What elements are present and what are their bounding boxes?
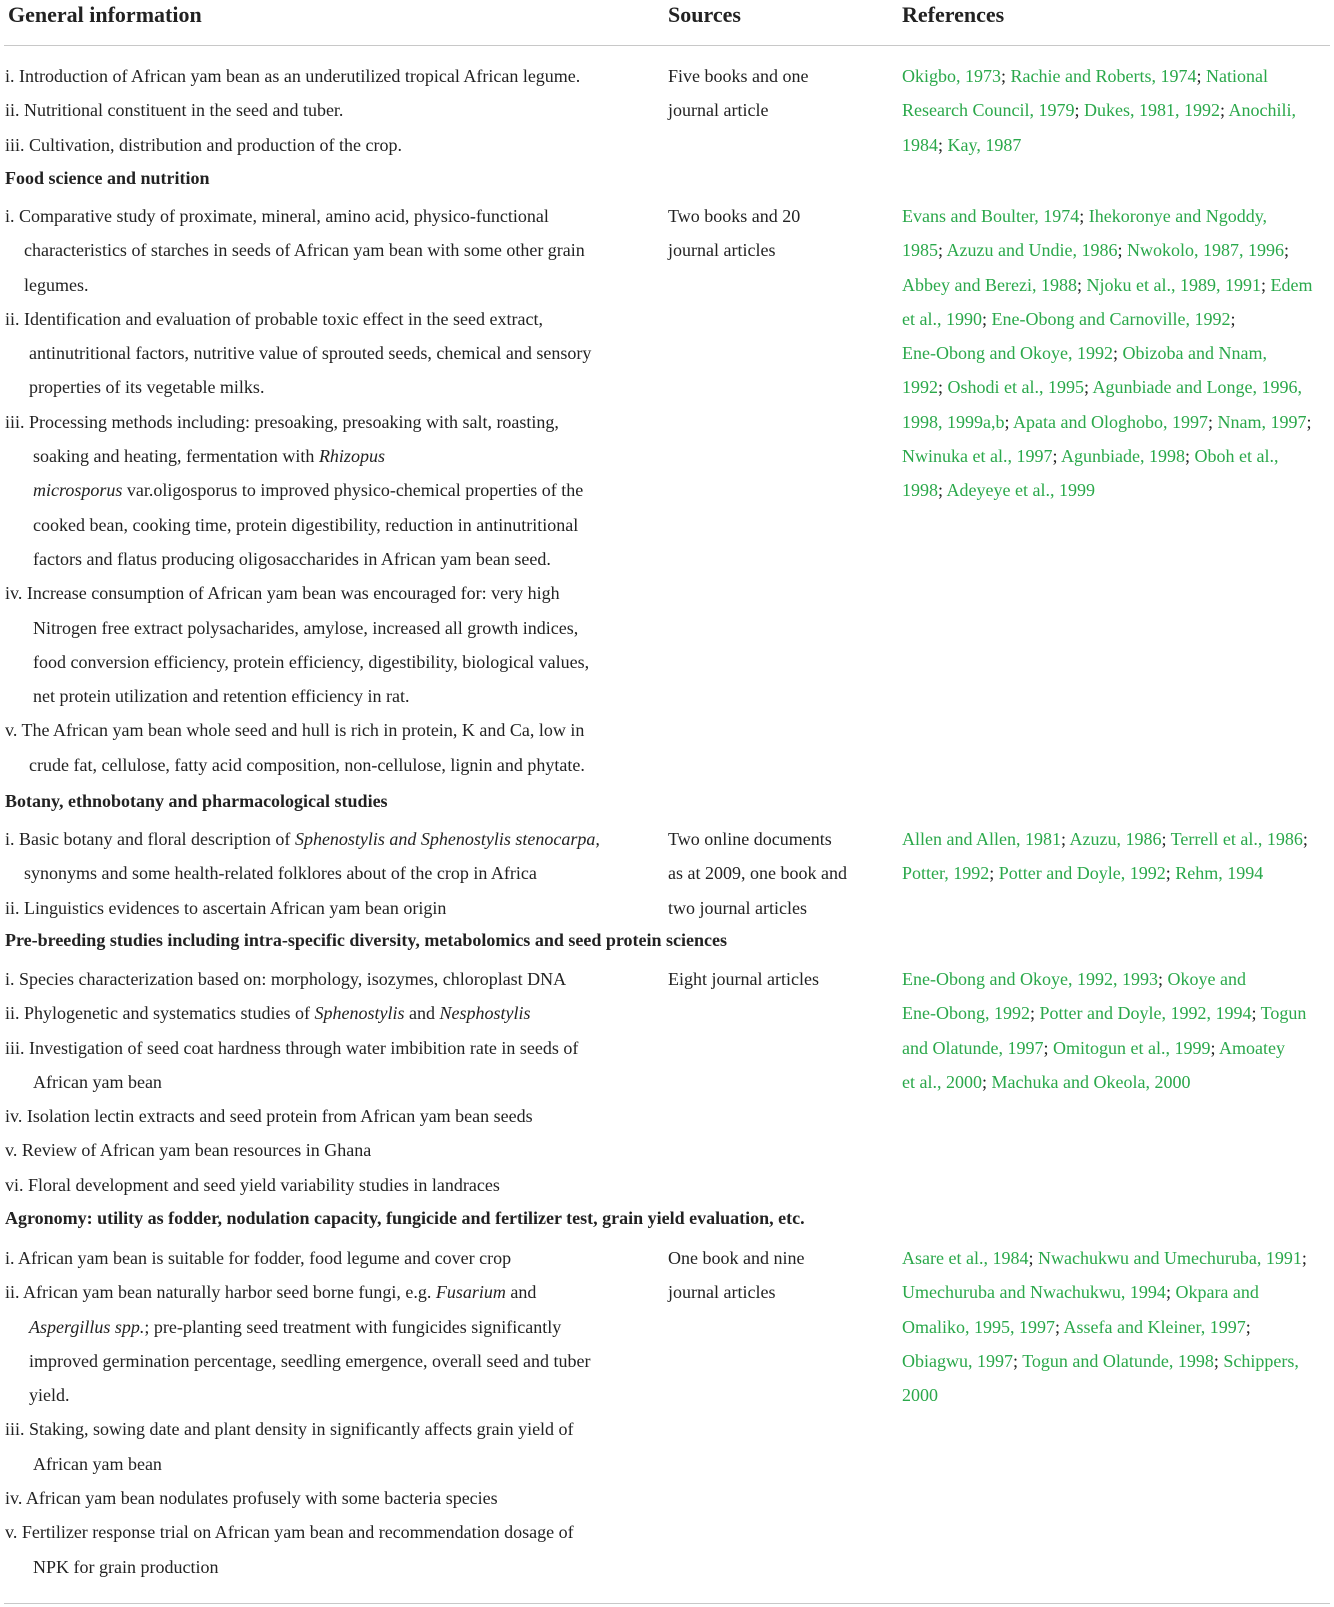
references-list: [902, 59, 1332, 162]
references-line[interactable]: 1998, 1999a,b; Apata and Ologhobo, 1997; Nnam, 1997;: [902, 411, 1312, 432]
sources-line: journal articles: [668, 1282, 776, 1303]
references-line[interactable]: Ene-Obong, 1992; Potter and Doyle, 1992, 1994; Togun: [902, 1003, 1307, 1024]
general-line: iv. African yam bean nodulates profusely with some bacteria species: [5, 1488, 498, 1509]
references-line[interactable]: Omaliko, 1995, 1997; Assefa and Kleiner, 1997;: [902, 1316, 1251, 1337]
general-line: cooked bean, cooking time, protein digestibility, reduction in antinutritional: [33, 514, 579, 535]
references-line[interactable]: et al., 1990; Ene-Obong and Carnoville, 1992;: [902, 308, 1236, 329]
references-line[interactable]: Okigbo, 1973; Rachie and Roberts, 1974; National: [902, 66, 1268, 86]
general-line: African yam bean: [33, 1071, 162, 1092]
general-line: legumes.: [24, 274, 89, 295]
sources-line: Two online documents: [668, 829, 832, 849]
section-title: Pre-breeding studies including intra-specific diversity, metabolomics and seed protein sciences: [5, 930, 727, 950]
general-line: microsporus var.oligosporus to improved physico-chemical properties of the: [33, 480, 584, 501]
references-line[interactable]: 1984; Kay, 1987: [902, 134, 1022, 155]
references-list: [902, 199, 1332, 508]
references-line[interactable]: Nwinuka et al., 1997; Agunbiade, 1998; Oboh et al.,: [902, 446, 1279, 467]
references-line[interactable]: 1998; Adeyeye et al., 1999: [902, 480, 1095, 501]
references-line[interactable]: 1985; Azuzu and Undie, 1986; Nwokolo, 1987, 1996;: [902, 240, 1290, 261]
general-line: soaking and heating, fermentation with Rhizopus: [33, 446, 385, 467]
references-line[interactable]: Ene-Obong and Okoye, 1992; Obizoba and Nnam,: [902, 343, 1267, 364]
sources-list: [668, 199, 893, 268]
general-line: improved germination percentage, seedling emergence, overall seed and tuber: [29, 1350, 591, 1371]
general-line: characteristics of starches in seeds of African yam bean with some other grain: [24, 240, 585, 261]
general-line: v. Fertilizer response trial on African yam bean and recommendation dosage of: [5, 1522, 574, 1543]
general-line: i. Species characterization based on: morphology, isozymes, chloroplast DNA: [5, 969, 567, 989]
general-list: [5, 822, 655, 925]
general-line: net protein utilization and retention efficiency in rat.: [33, 686, 410, 707]
sources-line: two journal articles: [668, 897, 807, 918]
general-line: yield.: [29, 1385, 70, 1406]
general-line: food conversion efficiency, protein efficiency, digestibility, biological values,: [33, 651, 590, 672]
general-line: v. Review of African yam bean resources in Ghana: [5, 1140, 372, 1161]
general-line: properties of its vegetable milks.: [29, 377, 265, 398]
general-line: vi. Floral development and seed yield variability studies in landraces: [5, 1174, 500, 1195]
sources-list: [668, 59, 893, 128]
general-line: i. Introduction of African yam bean as an underutilized tropical African legume.: [5, 66, 581, 86]
sources-list: [668, 822, 893, 925]
general-line: Nitrogen free extract polysacharides, amylose, increased all growth indices,: [33, 617, 579, 638]
references-line[interactable]: Asare et al., 1984; Nwachukwu and Umechuruba, 1991;: [902, 1248, 1307, 1268]
general-list: [5, 962, 655, 1202]
general-line: iv. Increase consumption of African yam bean was encouraged for: very high: [5, 583, 560, 604]
references-list: [902, 822, 1332, 891]
section-title: Food science and nutrition: [5, 168, 210, 188]
general-line: iii. Cultivation, distribution and production of the crop.: [5, 134, 402, 155]
references-line[interactable]: Evans and Boulter, 1974; Ihekoronye and Ngoddy,: [902, 206, 1268, 226]
general-list: [5, 1241, 655, 1584]
general-line: iii. Staking, sowing date and plant density in significantly affects grain yield of: [5, 1419, 574, 1440]
section-title: Agronomy: utility as fodder, nodulation capacity, fungicide and fertilizer test, grain yield evaluation, etc.: [5, 1208, 805, 1228]
sources-list: [668, 962, 893, 996]
sources-line: One book and nine: [668, 1248, 805, 1268]
references-line[interactable]: Umechuruba and Nwachukwu, 1994; Okpara and: [902, 1282, 1259, 1303]
section-title: Botany, ethnobotany and pharmacological studies: [5, 791, 388, 811]
general-line: NPK for grain production: [33, 1556, 219, 1577]
general-line: factors and flatus producing oligosaccharides in African yam bean seed.: [33, 548, 551, 569]
references-line[interactable]: 1992; Oshodi et al., 1995; Agunbiade and Longe, 1996,: [902, 377, 1302, 398]
sources-line: journal articles: [668, 240, 776, 261]
general-line: ii. Nutritional constituent in the seed and tuber.: [5, 100, 344, 121]
general-line: ii. Linguistics evidences to ascertain African yam bean origin: [5, 897, 447, 918]
general-line: ii. Identification and evaluation of probable toxic effect in the seed extract,: [5, 308, 543, 329]
general-line: Aspergillus spp.; pre-planting seed treatment with fungicides significantly: [29, 1316, 562, 1337]
references-line[interactable]: et al., 2000; Machuka and Okeola, 2000: [902, 1071, 1191, 1092]
header-sources: Sources: [668, 2, 741, 27]
general-line: i. Basic botany and floral description of Sphenostylis and Sphenostylis stenocarpa,: [5, 829, 600, 849]
general-list: [5, 59, 655, 162]
references-line[interactable]: Ene-Obong and Okoye, 1992, 1993; Okoye and: [902, 969, 1246, 989]
general-line: African yam bean: [33, 1453, 162, 1474]
sources-line: journal article: [668, 100, 769, 121]
references-list: [902, 1241, 1332, 1412]
general-line: crude fat, cellulose, fatty acid composition, non-cellulose, lignin and phytate.: [29, 754, 585, 775]
general-line: iv. Isolation lectin extracts and seed protein from African yam bean seeds: [5, 1106, 533, 1127]
sources-line: Eight journal articles: [668, 969, 819, 989]
general-line: v. The African yam bean whole seed and hull is rich in protein, K and Ca, low in: [5, 720, 585, 741]
references-line[interactable]: Potter, 1992; Potter and Doyle, 1992; Rehm, 1994: [902, 863, 1264, 884]
general-line: antinutritional factors, nutritive value of sprouted seeds, chemical and sensory: [29, 343, 592, 364]
references-line[interactable]: Allen and Allen, 1981; Azuzu, 1986; Terrell et al., 1986;: [902, 829, 1308, 849]
references-list: [902, 962, 1332, 1099]
general-list: [5, 199, 655, 782]
general-line: i. Comparative study of proximate, mineral, amino acid, physico-functional: [5, 206, 549, 226]
sources-line: as at 2009, one book and: [668, 863, 847, 884]
general-line: i. African yam bean is suitable for fodder, food legume and cover crop: [5, 1248, 512, 1268]
header-rule: [4, 45, 1330, 46]
sources-line: Five books and one: [668, 66, 809, 86]
general-line: synonyms and some health-related folklores about of the crop in Africa: [24, 863, 537, 884]
bottom-rule: [4, 1603, 1330, 1604]
general-line: ii. Phylogenetic and systematics studies of Sphenostylis and Nesphostylis: [5, 1003, 531, 1024]
sources-line: Two books and 20: [668, 206, 801, 226]
general-line: ii. African yam bean naturally harbor seed borne fungi, e.g. Fusarium and: [5, 1282, 537, 1303]
references-line[interactable]: Abbey and Berezi, 1988; Njoku et al., 1989, 1991; Edem: [902, 274, 1313, 295]
references-line[interactable]: and Olatunde, 1997; Omitogun et al., 1999; Amoatey: [902, 1037, 1285, 1058]
header-general-information: General information: [8, 2, 202, 27]
sources-list: [668, 1241, 893, 1310]
references-line[interactable]: Research Council, 1979; Dukes, 1981, 1992; Anochili,: [902, 100, 1296, 121]
general-line: iii. Processing methods including: presoaking, presoaking with salt, roasting,: [5, 411, 559, 432]
general-line: iii. Investigation of seed coat hardness through water imbibition rate in seeds of: [5, 1037, 579, 1058]
header-references: References: [902, 2, 1005, 27]
references-line[interactable]: Obiagwu, 1997; Togun and Olatunde, 1998; Schippers,: [902, 1350, 1299, 1371]
references-line[interactable]: 2000: [902, 1385, 938, 1406]
